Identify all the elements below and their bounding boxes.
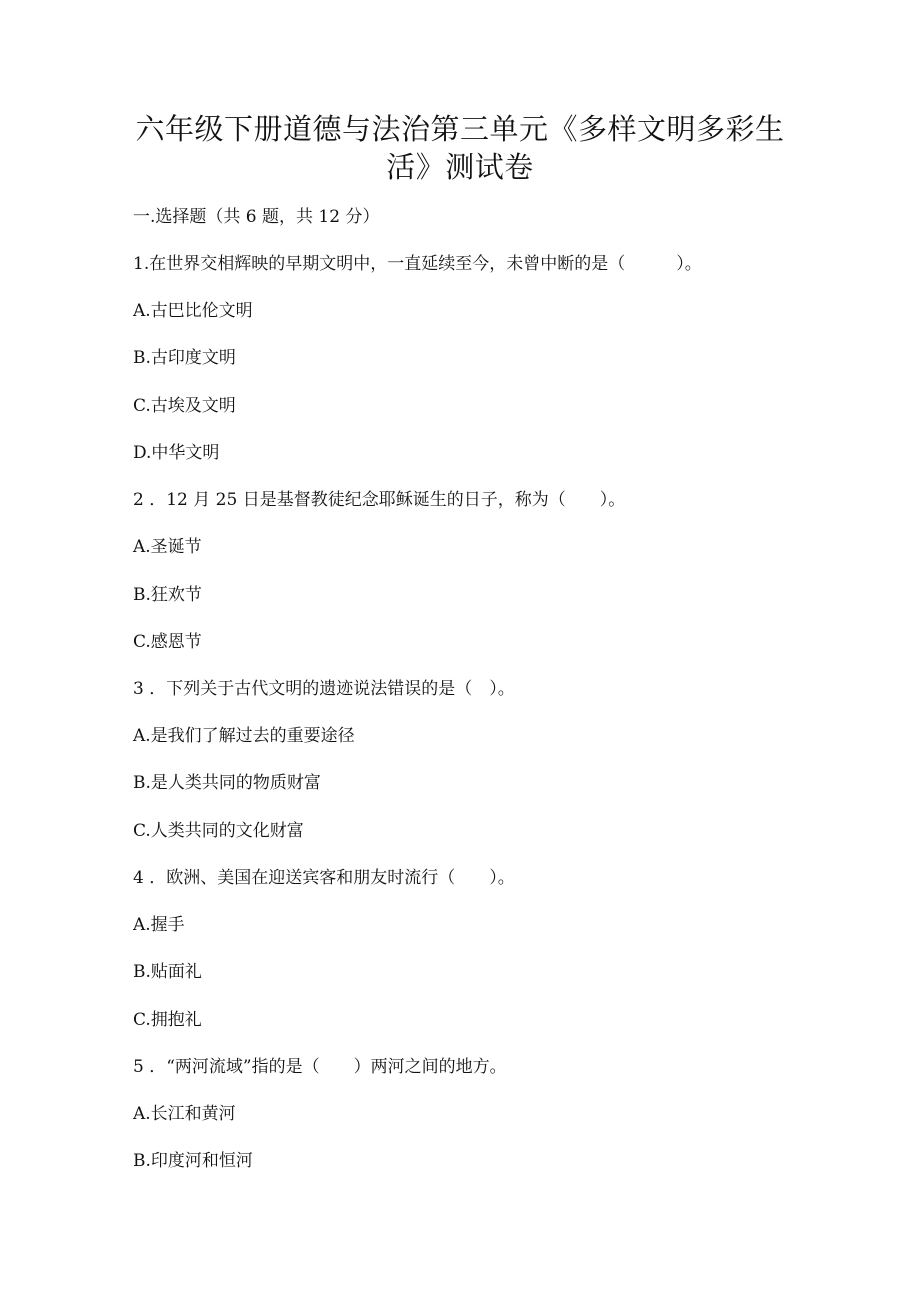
question-2-option-b: B.狂欢节 xyxy=(133,585,202,605)
question-1-option-c: C.古埃及文明 xyxy=(133,396,236,416)
question-4-option-b: B.贴面礼 xyxy=(133,962,202,982)
question-4-stem: 4 ．欧洲、美国在迎送宾客和朋友时流行（ ）。 xyxy=(133,868,515,888)
title-line-1: 六年级下册道德与法治第三单元《多样文明多彩生 xyxy=(135,112,785,146)
question-1-option-b: B.古印度文明 xyxy=(133,348,236,368)
question-3-stem: 3 ．下列关于古代文明的遗迹说法错误的是（ ）。 xyxy=(133,679,515,699)
question-4-option-c: C.拥抱礼 xyxy=(133,1010,202,1030)
question-5-option-a: A.长江和黄河 xyxy=(133,1104,236,1124)
question-2-stem: 2 ．12 月 25 日是基督教徒纪念耶稣诞生的日子，称为（ ）。 xyxy=(133,490,626,510)
question-1-option-a: A.古巴比伦文明 xyxy=(133,301,253,321)
question-5-stem: 5 ．“两河流域”指的是（ ）两河之间的地方。 xyxy=(133,1057,507,1077)
page-title xyxy=(120,110,800,186)
question-5-option-b: B.印度河和恒河 xyxy=(133,1151,253,1171)
question-2-option-c: C.感恩节 xyxy=(133,632,202,652)
question-2-option-a: A.圣诞节 xyxy=(133,537,202,557)
question-4-option-a: A.握手 xyxy=(133,915,185,935)
title-line-2: 活》测试卷 xyxy=(386,150,534,184)
question-3-option-a: A.是我们了解过去的重要途径 xyxy=(133,726,355,746)
section-heading: 一.选择题（共 6 题，共 12 分） xyxy=(133,207,380,227)
question-3-option-c: C.人类共同的文化财富 xyxy=(133,821,304,841)
question-3-option-b: B.是人类共同的物质财富 xyxy=(133,773,321,793)
question-1-option-d: D.中华文明 xyxy=(133,443,220,463)
question-1-stem: 1.在世界交相辉映的早期文明中，一直延续至今，未曾中断的是（ ）。 xyxy=(133,254,702,274)
